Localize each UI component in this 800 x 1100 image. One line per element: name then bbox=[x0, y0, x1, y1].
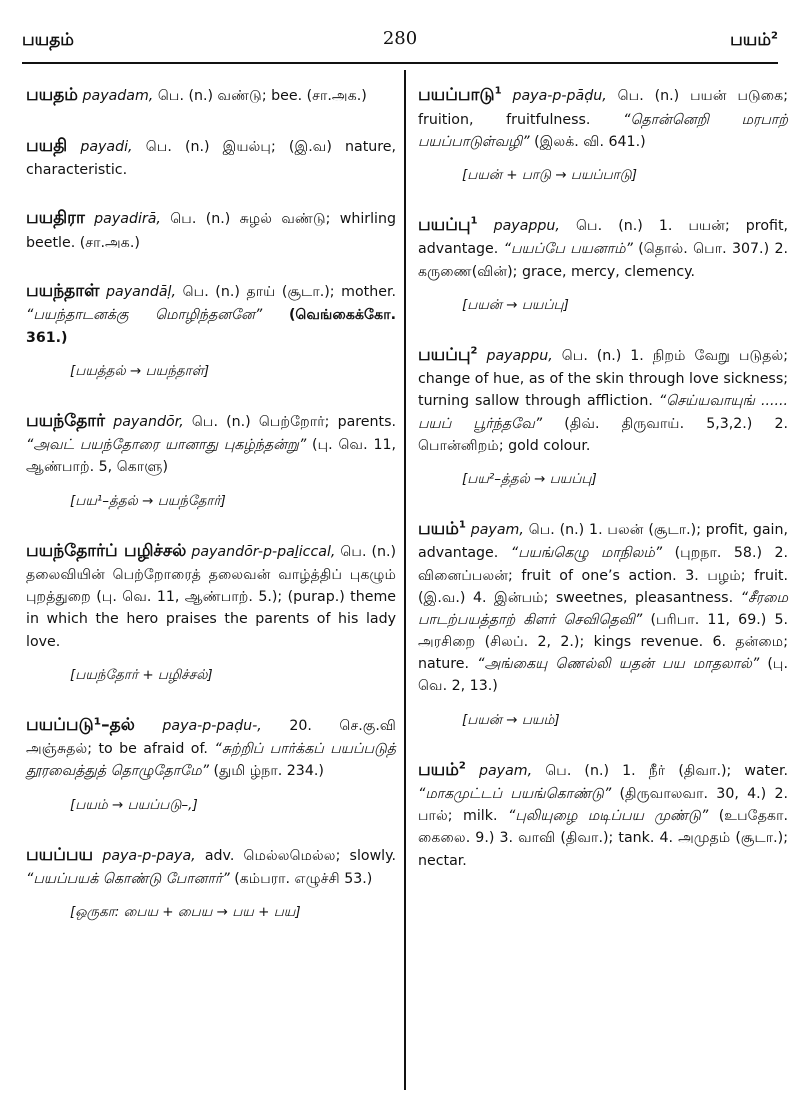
headword-text: பயம் bbox=[418, 518, 459, 539]
header-right-guideword bbox=[730, 30, 778, 52]
headword-text: பயம் bbox=[418, 759, 459, 780]
definition: பெ. (n.) பயன் படுகை; fruition, fruitfulness. bbox=[418, 88, 788, 128]
dictionary-entry bbox=[418, 342, 788, 457]
header-left-guideword: பயதம் bbox=[22, 30, 74, 50]
page-header bbox=[22, 30, 778, 60]
quotation: “பயந்தாடனக்கு மொழிந்தனனே” bbox=[26, 307, 263, 324]
definition: பெ. (n.) வண்டு; bee. (சா.அக.) bbox=[157, 88, 367, 104]
headword: பயப்படு¹–தல் bbox=[26, 714, 135, 735]
headword bbox=[418, 215, 478, 235]
transliteration: payadirā, bbox=[94, 211, 161, 228]
quotation: “தொன்னெறி மரபாற் பயப்பாடுள்வழி” bbox=[418, 111, 788, 150]
citation: (திவ். திருவாய். 5,3,2.) 2. பொன்னிறம்; gold colour. bbox=[418, 415, 788, 454]
definition: பெ. (n.) 1. பயன்; profit, advantage. bbox=[418, 217, 789, 258]
header-right-word: பயம் bbox=[730, 30, 772, 50]
dictionary-entry bbox=[26, 408, 396, 479]
quotation: “பயப்பே பயனாம்” bbox=[503, 241, 633, 258]
citation: (தொல். பொ. 307.) 2. கருணை(வின்); grace, mercy, clemency. bbox=[418, 241, 788, 280]
dictionary-entry bbox=[418, 516, 788, 698]
citation: (பு. வெ. 2, 13.) bbox=[418, 656, 788, 695]
definition: பெ. (n.) 1. நிறம் வேறு படுதல்; change of hue, as of the skin through love sickness; turning sallow through affliction. bbox=[418, 347, 789, 410]
etymology: [பய²–த்தல் → பயப்பு] bbox=[462, 470, 597, 487]
etymology: [பயன் + பாடு → பயப்பாடு] bbox=[462, 166, 637, 183]
definition: பெ. (n.) இயல்பு; (இ.வ) nature, characteristic. bbox=[26, 138, 397, 179]
citation: (கம்பரா. எழுச்சி 53.) bbox=[234, 871, 373, 888]
headword: பயதிரா bbox=[26, 208, 85, 229]
citation: (திருவாலவா. 30, 4.) 2. பால்; milk. bbox=[418, 786, 789, 825]
dictionary-entry bbox=[26, 842, 396, 891]
dictionary-entry bbox=[418, 82, 788, 153]
headword: பயப்பய bbox=[26, 844, 94, 865]
headword bbox=[418, 760, 466, 780]
quotation: “அவட் பயந்தோரை யானாது புகழ்ந்தன்று” bbox=[26, 437, 307, 454]
homograph-number: 2 bbox=[470, 345, 478, 357]
quotation: “சீரமை பாடற்பயத்தாற் கிளர் செவிதெவி” bbox=[418, 589, 788, 628]
dictionary-entry bbox=[418, 757, 788, 872]
definition: பெ. (n.) பெற்றோர்; parents. bbox=[191, 413, 396, 430]
definition: 20. செ.கு.வி அஞ்சுதல்; to be afraid of. bbox=[26, 717, 396, 758]
headword-text: பயப்பாடு bbox=[418, 85, 495, 105]
definition: பெ. (n.) தாய் (சூடா.); mother. bbox=[182, 283, 396, 300]
definition: பெ. (n.) 1. நீர் (திவா.); water. bbox=[545, 762, 789, 779]
column-divider bbox=[404, 70, 406, 1090]
transliteration: payandōr-p-paḻiccal, bbox=[191, 543, 336, 560]
transliteration: payandāḷ, bbox=[106, 283, 176, 300]
citation: (பரிபா. 11, 69.) 5. அரசிறை (சிலப். 2, 2.); kings revenue. 6. தன்மை; nature. bbox=[418, 611, 788, 673]
right-column bbox=[418, 82, 788, 896]
quotation: “பயங்கெழு மாநிலம்” bbox=[510, 545, 663, 562]
headword-text: பயப்பு bbox=[418, 214, 471, 235]
transliteration: paya-p-paya, bbox=[102, 847, 196, 864]
dictionary-entry bbox=[26, 538, 396, 653]
transliteration: payam, bbox=[478, 762, 533, 779]
definition: பெ. (n.) 1. பலன் (சூடா.); profit, gain, advantage. bbox=[418, 521, 789, 562]
transliteration: payadam, bbox=[82, 88, 154, 104]
headword: பயதம் bbox=[26, 85, 78, 105]
dictionary-entry bbox=[26, 82, 396, 109]
homograph-number: 1 bbox=[494, 85, 502, 97]
dictionary-entry bbox=[26, 278, 396, 349]
quotation: “செய்யவாயுங் ...... பயப் பூர்ந்தவே” bbox=[418, 393, 789, 432]
homograph-number: 1 bbox=[470, 215, 478, 227]
etymology: [பயத்தல் → பயந்தாள்] bbox=[70, 362, 210, 379]
headword bbox=[418, 519, 466, 539]
headword: பயந்தோர்ப் பழிச்சல் bbox=[26, 540, 187, 561]
citation: (துமி ழ்நா. 234.) bbox=[213, 763, 324, 780]
header-rule bbox=[22, 62, 778, 64]
transliteration: payappu, bbox=[486, 347, 553, 364]
transliteration: paya-p-paḍu-, bbox=[162, 717, 262, 734]
dictionary-entry bbox=[418, 212, 788, 283]
etymology: [பய¹–த்தல் → பயந்தோர்] bbox=[70, 492, 226, 509]
headword bbox=[418, 345, 478, 365]
quotation: “சுற்றிப் பார்க்கப் பயப்படுத் தூரவைத்துத் தொழுதோமே” bbox=[26, 741, 396, 780]
citation: (பு. வெ. 11, ஆண்பாற். 5, கொளு) bbox=[26, 437, 397, 476]
quotation: “அங்கையு ணெல்லி யதன் பய மாதலால்” bbox=[477, 656, 760, 673]
homograph-number: 2 bbox=[458, 759, 466, 771]
definition: பெ. (n.) சுழல் வண்டு; whirling beetle. (சா.அக.) bbox=[26, 211, 396, 251]
citation: (புறநா. 58.) 2. வினைப்பலன்; fruit of one’s action. 3. பழம்; fruit. (இ.வ.) 4. இன்பம்; sweetnes, pleasantness. bbox=[418, 545, 789, 606]
transliteration: payadi, bbox=[80, 138, 133, 155]
citation: (வெங்கைக்கோ. 361.) bbox=[26, 307, 396, 346]
etymology: [பயன் → பயப்பு] bbox=[462, 296, 569, 313]
headword bbox=[418, 85, 502, 105]
transliteration: payam, bbox=[470, 521, 524, 538]
header-right-sup: 2 bbox=[771, 30, 778, 42]
definition: பெ. (n.) தலைவியின் பெற்றோரைத் தலைவன் வாழ்த்திப் புகழும் புறத்துறை (பு. வெ. 11, ஆண்பாற். 5.); (purap.) theme in which the hero praises the parents of his lady love. bbox=[26, 543, 397, 650]
headword: பயந்தாள் bbox=[26, 280, 100, 301]
quotation: “புலியுழை மடிப்பய முண்டு” bbox=[508, 808, 709, 825]
etymology: [பயம் → பயப்படு–,] bbox=[70, 796, 198, 813]
citation: (இலக். வி. 641.) bbox=[534, 133, 646, 150]
transliteration: payappu, bbox=[493, 217, 560, 234]
definition: adv. மெல்லமெல்ல; slowly. bbox=[204, 847, 396, 864]
quotation: “பயப்பயக் கொண்டு போனார்” bbox=[26, 871, 230, 888]
citation: (உபதேகா. கைலை. 9.) 3. வாவி (திவா.); tank. 4. அமுதம் (சூடா.); nectar. bbox=[418, 808, 788, 869]
etymology: [பயன் → பயம்] bbox=[462, 711, 560, 728]
quotation: “மாகமுட்டப் பயங்கொண்டு” bbox=[418, 786, 612, 803]
transliteration: paya-p-pāḍu, bbox=[512, 88, 607, 104]
etymology: [ஒருகா: பைய + பைய → பய + பய] bbox=[70, 904, 301, 921]
left-column bbox=[26, 82, 396, 949]
etymology: [பயந்தோர் + பழிச்சல்] bbox=[70, 666, 213, 683]
headword: பயதி bbox=[26, 135, 68, 156]
page-number: 280 bbox=[382, 28, 418, 49]
headword: பயந்தோர் bbox=[26, 410, 106, 431]
transliteration: payandōr, bbox=[113, 413, 184, 430]
dictionary-entry bbox=[26, 133, 396, 182]
dictionary-entry bbox=[26, 205, 396, 254]
dictionary-entry bbox=[26, 712, 396, 783]
homograph-number: 1 bbox=[458, 519, 466, 531]
headword-text: பயப்பு bbox=[418, 344, 471, 365]
